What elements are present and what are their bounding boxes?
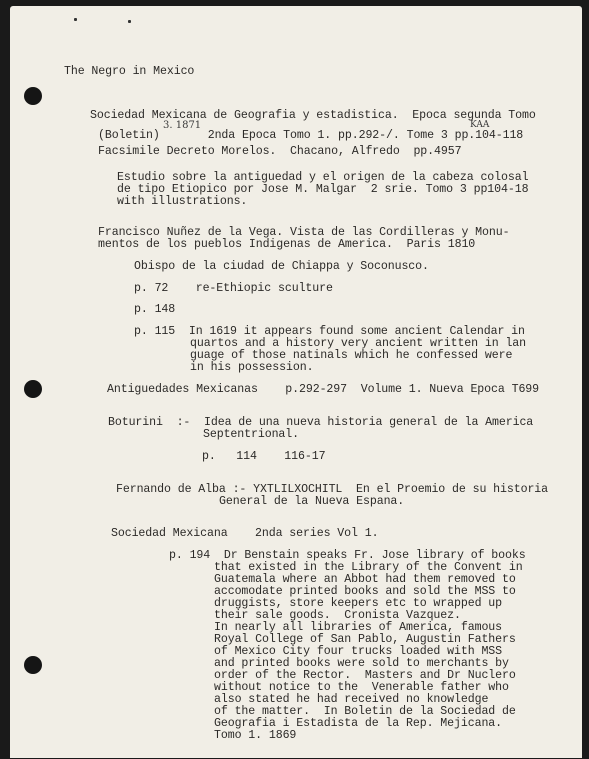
doc-line: Royal College of San Pablo, Augustin Fathers xyxy=(214,633,516,646)
doc-line: of the matter. In Boletin de la Sociedad de xyxy=(214,705,516,718)
doc-line: and printed books were sold to merchants by xyxy=(214,657,509,670)
punch-hole xyxy=(24,87,42,105)
doc-line: p. 114 116-17 xyxy=(202,450,326,463)
doc-line: Estudio sobre la antiguedad y el origen de la cabeza colosal xyxy=(117,171,529,184)
document-title: The Negro in Mexico xyxy=(64,65,195,78)
punch-hole xyxy=(24,380,42,398)
doc-line: Geografia i Estadista de la Rep. Mejicana. xyxy=(214,717,503,730)
doc-line: guage of those natinals which he confessed were xyxy=(190,349,513,362)
handwritten-note: KAA xyxy=(470,120,490,130)
doc-line: Septentrional. xyxy=(203,428,300,441)
doc-line: that existed in the Library of the Convent in xyxy=(214,561,523,574)
doc-line: also stated he had received no knowledge xyxy=(214,693,489,706)
doc-line: without notice to the Venerable father who xyxy=(214,681,509,694)
doc-line: accomodate printed books and sold the MSS to xyxy=(214,585,516,598)
doc-line: (Boletin) 2nda Epoca Tomo 1. pp.292-/. Tome 3 pp.104-118 xyxy=(98,129,524,142)
handwritten-note: 3. 1871 xyxy=(163,120,202,131)
doc-line: de tipo Etiopico por Jose M. Malgar 2 srie. Tomo 3 pp104-18 xyxy=(117,183,529,196)
doc-line: p. 194 Dr Benstain speaks Fr. Jose library of books xyxy=(169,549,526,562)
doc-line: their sale goods. Cronista Vazquez. xyxy=(214,609,461,622)
doc-line: order of the Rector. Masters and Dr Nuclero xyxy=(214,669,516,682)
doc-line: p. 72 re-Ethiopic sculture xyxy=(134,282,333,295)
doc-line: Boturini :- Idea de una nueva historia general de la America xyxy=(108,416,534,429)
doc-line: Tomo 1. 1869 xyxy=(214,729,297,742)
doc-line: druggists, store keepers etc to wrapped up xyxy=(214,597,503,610)
punch-hole xyxy=(24,656,42,674)
doc-line: Antiguedades Mexicanas p.292-297 Volume 1. Nueva Epoca T699 xyxy=(107,383,540,396)
doc-line: Sociedad Mexicana 2nda series Vol 1. xyxy=(111,527,379,540)
document-page xyxy=(10,6,582,758)
doc-line: In nearly all libraries of America, famous xyxy=(214,621,503,634)
doc-line: mentos de los pueblos Indigenas de America. Paris 1810 xyxy=(98,238,476,251)
doc-line: Fernando de Alba :- YXTLILXOCHITL En el Proemio de su historia xyxy=(116,483,549,496)
doc-line: Facsimile Decreto Morelos. Chacano, Alfredo pp.4957 xyxy=(98,145,462,158)
doc-line: p. 148 xyxy=(134,303,176,316)
doc-line: of Mexico City four trucks loaded with MSS xyxy=(214,645,503,658)
doc-line: Sociedad Mexicana de Geografia y estadistica. Epoca segunda Tomo xyxy=(90,109,536,122)
doc-line: Guatemala where an Abbot had them removed to xyxy=(214,573,516,586)
doc-line: General de la Nueva Espana. xyxy=(219,495,405,508)
doc-line: with illustrations. xyxy=(117,195,248,208)
ink-speck xyxy=(128,20,131,23)
doc-line: p. 115 In 1619 it appears found some ancient Calendar in xyxy=(134,325,525,338)
doc-line: in his possession. xyxy=(190,361,314,374)
doc-line: quartos and a history very ancient written in lan xyxy=(190,337,527,350)
ink-speck xyxy=(74,18,77,21)
doc-line: Obispo de la ciudad de Chiappa y Soconusco. xyxy=(134,260,429,273)
doc-line: Francisco Nuñez de la Vega. Vista de las Cordilleras y Monu- xyxy=(98,226,510,239)
